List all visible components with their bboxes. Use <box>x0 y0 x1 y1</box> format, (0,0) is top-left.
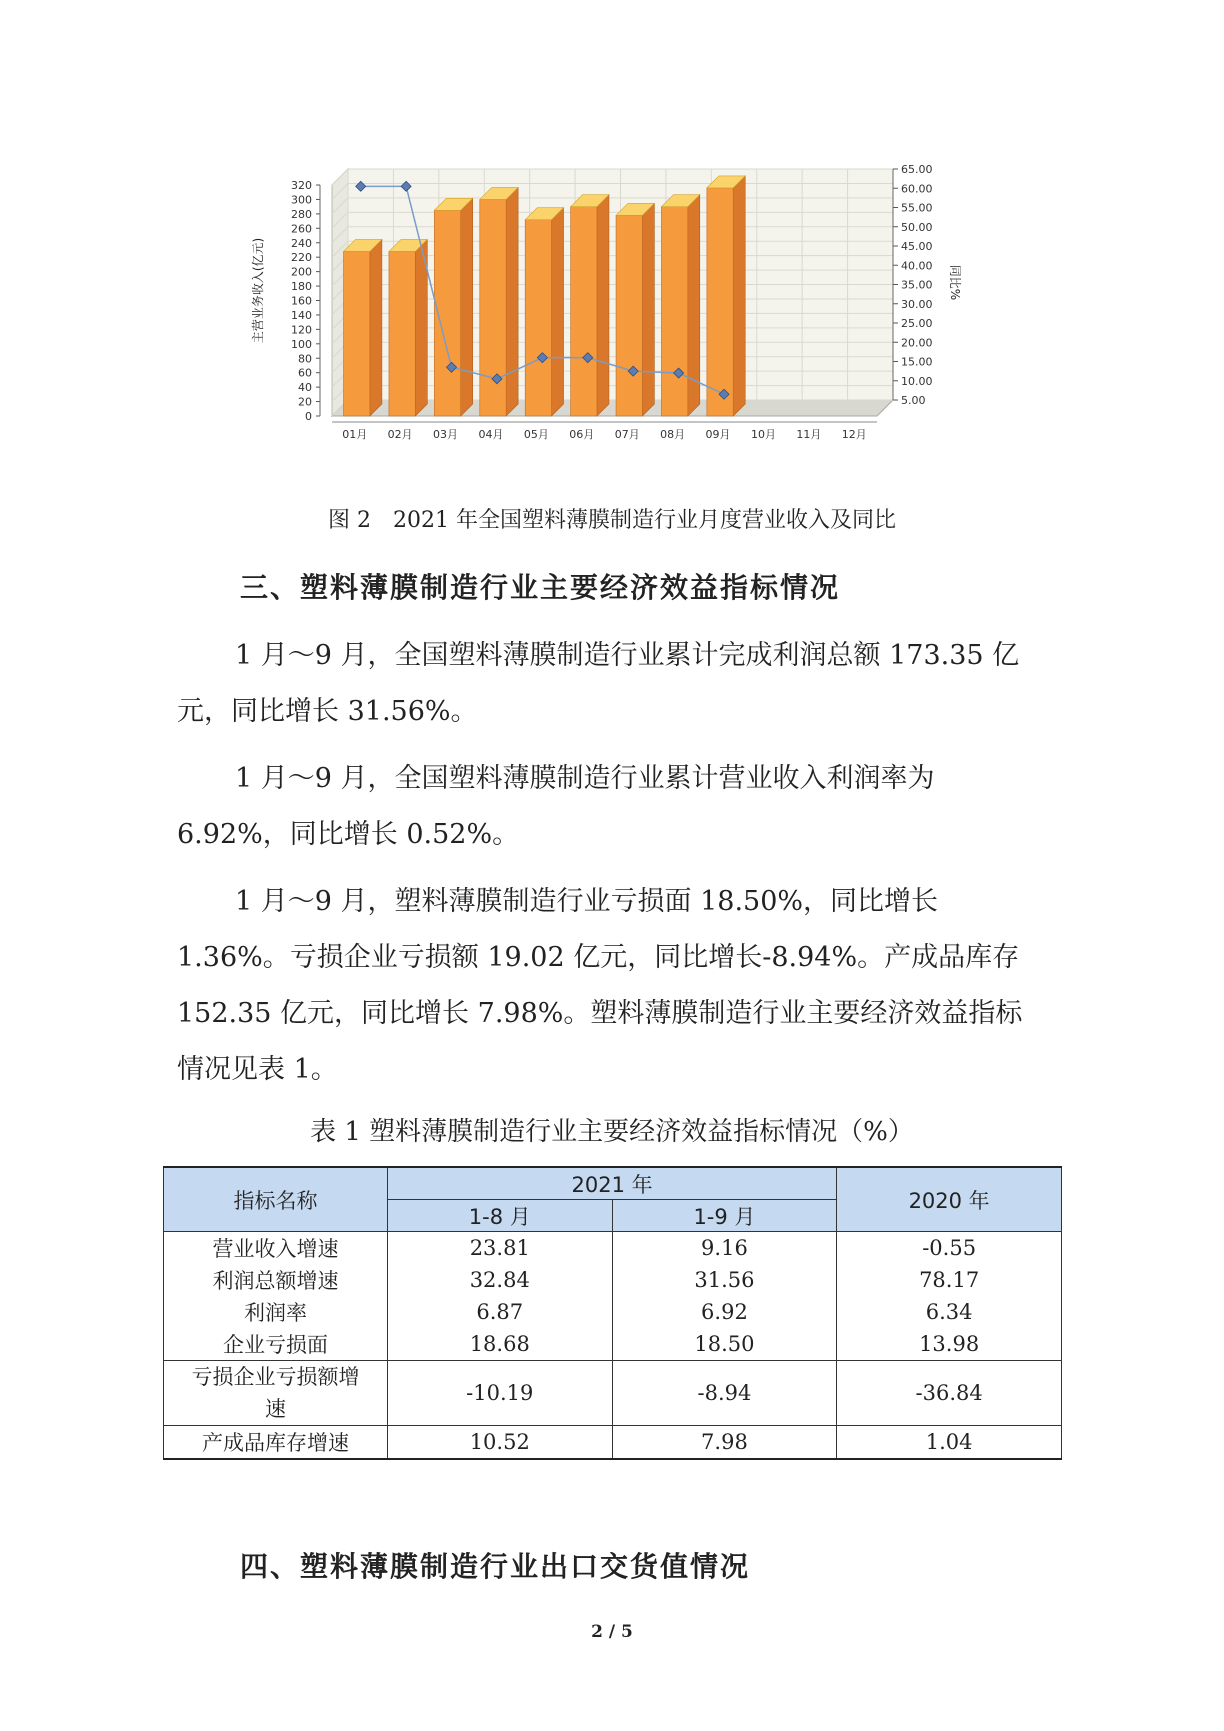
y2-tick-label: 40.00 <box>901 259 933 273</box>
x-tick-label: 05月 <box>523 428 549 441</box>
value-2020: 1.04 <box>837 1426 1062 1460</box>
section3-paragraph-2: 1 月～9 月，全国塑料薄膜制造行业累计营业收入利润率为 6.92%，同比增长 0.52%。 <box>177 763 935 850</box>
bar <box>661 207 687 416</box>
x-tick-label: 12月 <box>841 428 867 441</box>
value-jan-sep: 31.56 <box>612 1264 837 1296</box>
value-2020: 78.17 <box>837 1264 1062 1296</box>
header-jan-sep: 1-9 月 <box>612 1200 837 1232</box>
y-tick-label: 260 <box>291 222 312 236</box>
bar-side <box>733 176 745 416</box>
x-tick-label: 10月 <box>750 428 776 441</box>
table-row <box>164 1361 1062 1426</box>
bar-side <box>642 203 654 416</box>
value-2020: 6.34 <box>837 1296 1062 1328</box>
y2-tick-label: 65.00 <box>901 163 933 176</box>
value-2020: 13.98 <box>837 1328 1062 1361</box>
y-tick-label: 80 <box>298 352 312 366</box>
x-tick-label: 11月 <box>796 428 822 441</box>
bar <box>616 215 642 416</box>
y2-tick-label: 15.00 <box>901 355 933 369</box>
row-name: 营业收入增速 <box>164 1232 388 1265</box>
y2-tick-label: 20.00 <box>901 336 933 350</box>
y2-tick-label: 50.00 <box>901 220 933 234</box>
value-jan-aug: 23.81 <box>387 1232 612 1265</box>
header-2020: 2020 年 <box>837 1167 1062 1232</box>
y2-tick-label: 55.00 <box>901 201 933 215</box>
value-jan-aug: -10.19 <box>387 1361 612 1426</box>
value-jan-sep: 9.16 <box>612 1232 837 1265</box>
bar <box>707 188 733 416</box>
bar-side <box>506 187 518 416</box>
table-row <box>164 1426 1062 1460</box>
y2-tick-label: 35.00 <box>901 278 933 292</box>
header-jan-aug: 1-8 月 <box>387 1200 612 1232</box>
header-indicator-name: 指标名称 <box>164 1167 388 1232</box>
bar <box>571 207 597 416</box>
y-axis-title: 主营业务收入(亿元) <box>251 237 265 344</box>
y2-axis-title: 同比% <box>948 264 962 301</box>
y2-tick-label: 10.00 <box>901 374 933 388</box>
y-tick-label: 320 <box>291 179 312 192</box>
x-tick-label: 08月 <box>660 428 686 441</box>
x-tick-label: 06月 <box>569 428 595 441</box>
y-tick-label: 160 <box>291 294 312 308</box>
section3-heading: 三、塑料薄膜制造行业主要经济效益指标情况 <box>240 571 841 604</box>
y2-tick-label: 60.00 <box>901 182 933 196</box>
row-name: 利润率 <box>164 1296 388 1328</box>
bar-side <box>461 198 473 416</box>
page-number: 2 / 5 <box>591 1622 633 1642</box>
y-tick-label: 140 <box>291 308 312 322</box>
y2-tick-label: 25.00 <box>901 317 933 330</box>
value-jan-sep: 7.98 <box>612 1426 837 1460</box>
value-jan-aug: 6.87 <box>387 1296 612 1328</box>
value-2020: -0.55 <box>837 1232 1062 1265</box>
x-tick-label: 09月 <box>705 428 731 441</box>
metrics-table <box>163 1166 1062 1460</box>
y-tick-label: 220 <box>291 251 312 265</box>
y2-tick-label: 45.00 <box>901 240 933 253</box>
section3-paragraph-1: 1 月～9 月，全国塑料薄膜制造行业累计完成利润总额 173.35 亿元，同比增长 31.56%。 <box>177 640 1020 727</box>
y-tick-label: 280 <box>291 207 312 221</box>
y-tick-label: 120 <box>291 323 312 337</box>
y-tick-label: 300 <box>291 193 312 207</box>
y-tick-label: 20 <box>298 395 312 409</box>
value-2020: -36.84 <box>837 1361 1062 1426</box>
table-row <box>164 1232 1062 1265</box>
section3-paragraph-3: 1 月～9 月，塑料薄膜制造行业亏损面 18.50%，同比增长 1.36%。亏损企业亏损额 19.02 亿元，同比增长-8.94%。产成品库存 152.35 亿元，同比增长 7.98%。塑料薄膜制造行业主要经济效益指标情况见表 1。 <box>177 886 1023 1085</box>
value-jan-sep: 6.92 <box>612 1296 837 1328</box>
x-tick-label: 07月 <box>614 428 640 441</box>
y2-tick-label: 30.00 <box>901 297 933 311</box>
table-row <box>164 1328 1062 1361</box>
y2-tick-label: 5.00 <box>901 394 926 407</box>
bar <box>480 199 506 416</box>
y-tick-label: 240 <box>291 236 312 250</box>
row-name: 企业亏损面 <box>164 1328 388 1361</box>
x-tick-label: 02月 <box>387 428 413 441</box>
y-tick-label: 180 <box>291 280 312 294</box>
x-tick-label: 01月 <box>342 428 368 441</box>
bar <box>344 251 370 416</box>
table-row <box>164 1296 1062 1328</box>
y-tick-label: 0 <box>305 410 312 423</box>
x-tick-label: 04月 <box>478 428 504 441</box>
bar-side <box>370 239 382 416</box>
value-jan-aug: 32.84 <box>387 1264 612 1296</box>
bar-side <box>597 195 609 416</box>
bar <box>389 251 415 416</box>
header-2021: 2021 年 <box>387 1167 836 1200</box>
y-tick-label: 60 <box>298 366 312 380</box>
value-jan-aug: 10.52 <box>387 1426 612 1460</box>
revenue-chart <box>250 160 970 500</box>
y-tick-label: 200 <box>291 265 312 279</box>
section4-heading: 四、塑料薄膜制造行业出口交货值情况 <box>240 1550 751 1583</box>
bar-side <box>552 208 564 416</box>
value-jan-aug: 18.68 <box>387 1328 612 1361</box>
x-tick-label: 03月 <box>433 428 459 441</box>
bar <box>525 220 551 416</box>
row-name: 亏损企业亏损额增速 <box>164 1361 388 1426</box>
figure-caption: 图 2 2021 年全国塑料薄膜制造行业月度营业收入及同比 <box>328 508 896 533</box>
row-name: 产成品库存增速 <box>164 1426 388 1460</box>
y-tick-label: 40 <box>298 381 312 395</box>
table-caption: 表 1 塑料薄膜制造行业主要经济效益指标情况（%） <box>310 1117 914 1147</box>
value-jan-sep: -8.94 <box>612 1361 837 1426</box>
table-row <box>164 1264 1062 1296</box>
row-name: 利润总额增速 <box>164 1264 388 1296</box>
value-jan-sep: 18.50 <box>612 1328 837 1361</box>
y-tick-label: 100 <box>291 337 312 351</box>
